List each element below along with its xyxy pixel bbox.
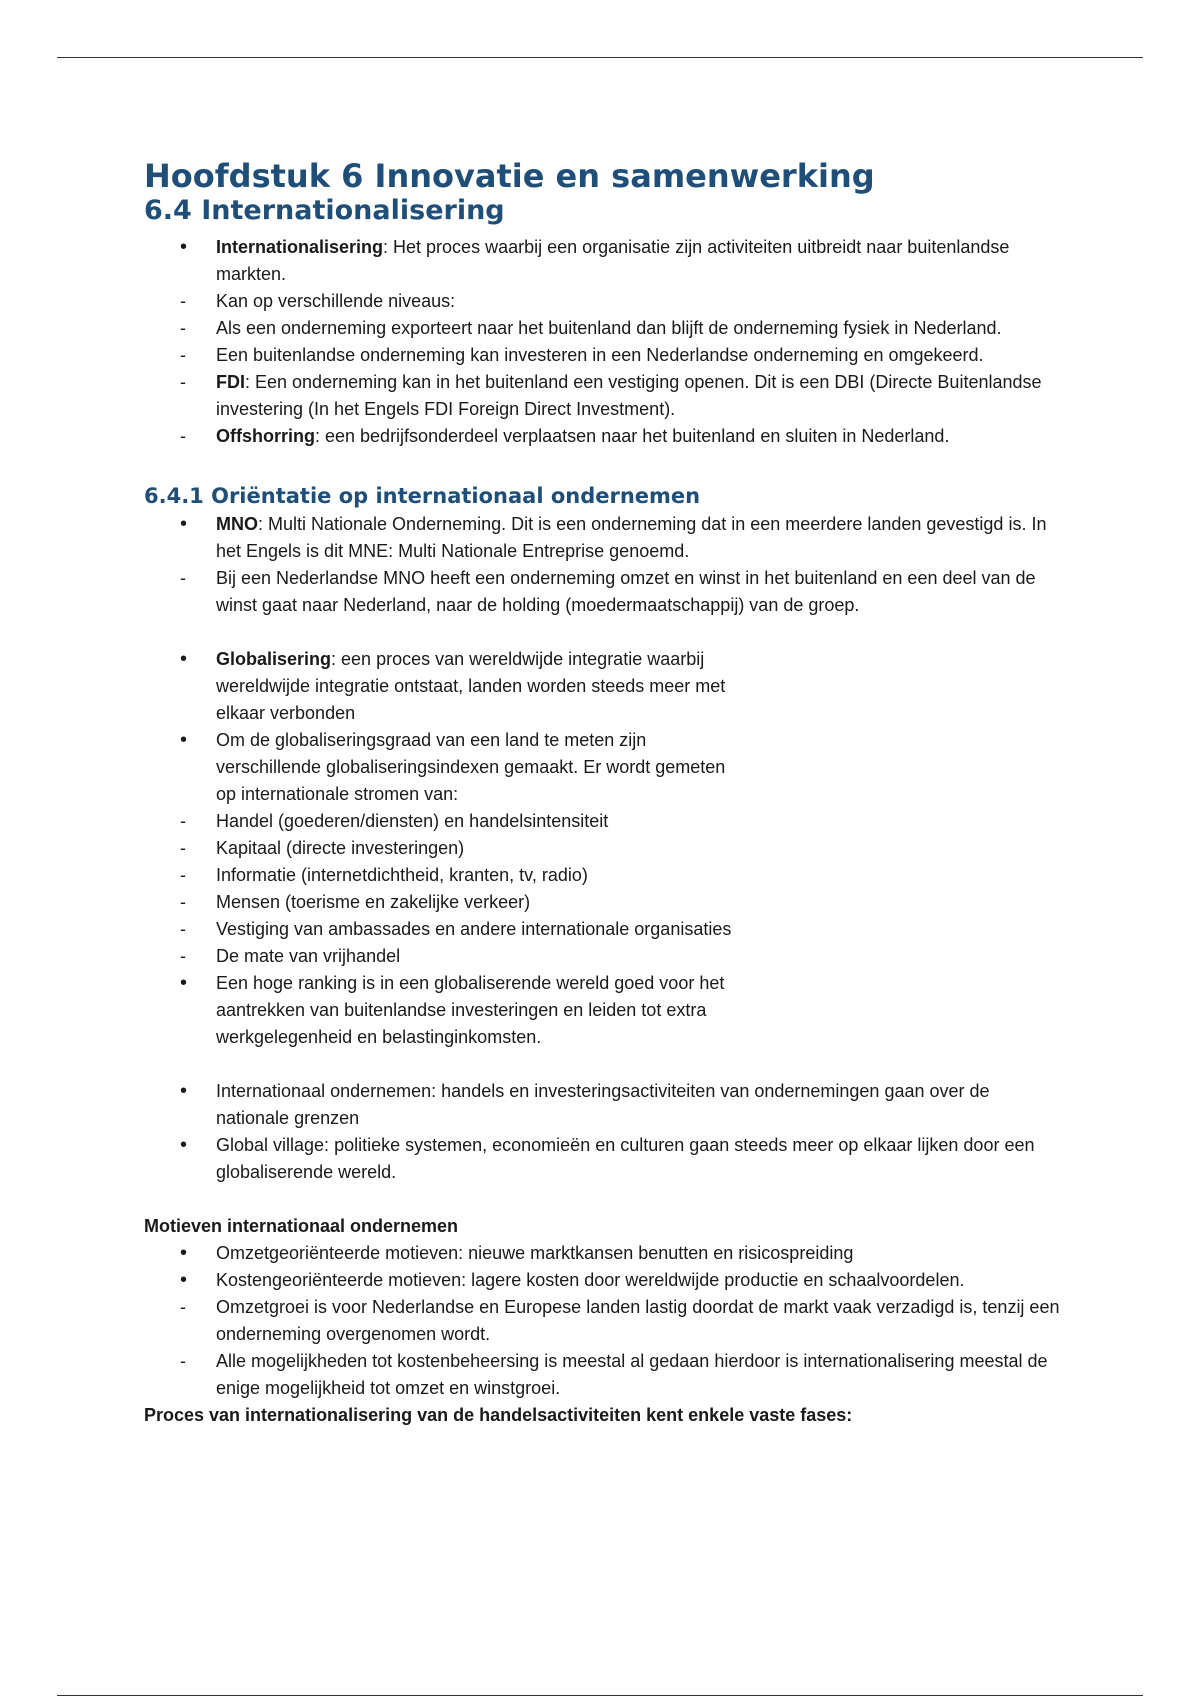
term-label: Globalisering	[216, 649, 332, 669]
section-list	[144, 234, 1064, 450]
item-text: : Multi Nationale Onderneming. Dit is een onderneming dat in een meerdere landen gevestigd is. In het Engels is dit MNE: Multi Nationale Entreprise genoemd.	[216, 514, 1047, 561]
bullet-marker	[180, 1267, 200, 1294]
dash-marker	[180, 565, 200, 592]
bullet-marker	[180, 646, 200, 673]
bullet-item	[144, 234, 1064, 288]
bullet-marker	[180, 1078, 200, 1105]
item-text: Kapitaal (directe investeringen)	[216, 838, 465, 858]
dash-marker	[180, 1294, 200, 1321]
dash-marker	[180, 862, 200, 889]
item-text: Kan op verschillende niveaus:	[216, 291, 456, 311]
dash-item	[144, 943, 744, 970]
term-label: MNO	[216, 514, 258, 534]
bullet-marker	[180, 727, 200, 754]
bullet-item	[144, 1267, 1064, 1294]
item-text: Als een onderneming exporteert naar het buitenland dan blijft de onderneming fysiek in Nederland.	[216, 318, 1002, 338]
dash-marker	[180, 423, 200, 450]
item-text: Om de globaliseringsgraad van een land te meten zijn verschillende globaliseringsindexen gemaakt. Er wordt gemeten op internationale stromen van:	[216, 730, 726, 804]
item-text: : een bedrijfsonderdeel verplaatsen naar het buitenland en sluiten in Nederland.	[315, 426, 950, 446]
dash-marker	[180, 1348, 200, 1375]
item-text: Handel (goederen/diensten) en handelsintensiteit	[216, 811, 609, 831]
bullet-item	[144, 646, 744, 727]
term-label: FDI	[216, 372, 245, 392]
dash-item	[144, 288, 1064, 315]
motives-list	[144, 1240, 1064, 1402]
bullet-marker	[180, 970, 200, 997]
motives-heading: Motieven internationaal ondernemen	[144, 1216, 459, 1236]
bullet-marker	[180, 511, 200, 538]
dash-marker	[180, 889, 200, 916]
subsection-heading: 6.4.1 Oriëntatie op internationaal ondernemen	[144, 484, 701, 508]
item-text: : Het proces waarbij een organisatie zijn activiteiten uitbreidt naar buitenlandse markten.	[216, 237, 1010, 284]
bullet-item	[144, 970, 744, 1051]
dash-marker	[180, 943, 200, 970]
item-text: Alle mogelijkheden tot kostenbeheersing is meestal al gedaan hierdoor is internationalisering meestal de enige mogelijkheid tot omzet en winstgroei.	[216, 1351, 1048, 1398]
dash-marker	[180, 369, 200, 396]
item-text: De mate van vrijhandel	[216, 946, 401, 966]
document-page	[144, 158, 1064, 1429]
international-list	[144, 1078, 1064, 1186]
bullet-item	[144, 727, 744, 808]
dash-marker	[180, 835, 200, 862]
chapter-title: Hoofdstuk 6 Innovatie en samenwerking	[144, 157, 875, 195]
dash-item	[144, 423, 1064, 450]
mno-list	[144, 511, 1064, 619]
dash-item	[144, 916, 744, 943]
bullet-item	[144, 1240, 1064, 1267]
item-text: Een hoge ranking is in een globaliserende wereld goed voor het aantrekken van buitenlandse investeringen en leiden tot extra werkgelegenheid en belastinginkomsten.	[216, 973, 725, 1047]
dash-marker	[180, 916, 200, 943]
dash-item	[144, 565, 1064, 619]
dash-item	[144, 808, 744, 835]
dash-marker	[180, 808, 200, 835]
bullet-marker	[180, 1240, 200, 1267]
header-rule	[57, 57, 1143, 58]
item-text: Internationaal ondernemen: handels en investeringsactiviteiten van ondernemingen gaan over de nationale grenzen	[216, 1081, 990, 1128]
dash-item	[144, 369, 1064, 423]
term-label: Offshorring	[216, 426, 315, 446]
closing-paragraph: Proces van internationalisering van de handelsactiviteiten kent enkele vaste fases:	[144, 1405, 853, 1425]
dash-item	[144, 835, 744, 862]
bullet-item	[144, 511, 1064, 565]
section-heading: 6.4 Internationalisering	[144, 195, 505, 226]
dash-item	[144, 315, 1064, 342]
dash-item	[144, 862, 744, 889]
bullet-item	[144, 1132, 1064, 1186]
term-label: Internationalisering	[216, 237, 384, 257]
dash-marker	[180, 342, 200, 369]
bullet-marker	[180, 234, 200, 261]
item-text: Informatie (internetdichtheid, kranten, tv, radio)	[216, 865, 588, 885]
bullet-item	[144, 1078, 1064, 1132]
globalisering-list	[144, 646, 744, 1051]
dash-marker	[180, 288, 200, 315]
dash-item	[144, 1348, 1064, 1402]
dash-item	[144, 889, 744, 916]
item-text: Omzetgroei is voor Nederlandse en Europese landen lastig doordat de markt vaak verzadigd is, tenzij een onderneming overgenomen wordt.	[216, 1297, 1060, 1344]
item-text: Een buitenlandse onderneming kan investeren in een Nederlandse onderneming en omgekeerd.	[216, 345, 984, 365]
dash-item	[144, 1294, 1064, 1348]
item-text: : een proces van wereldwijde integratie waarbij wereldwijde integratie ontstaat, landen worden steeds meer met elkaar verbonden	[216, 649, 726, 723]
item-text: Kostengeoriënteerde motieven: lagere kosten door wereldwijde productie en schaalvoordelen.	[216, 1270, 965, 1290]
item-text: Omzetgeoriënteerde motieven: nieuwe marktkansen benutten en risicospreiding	[216, 1243, 854, 1263]
dash-marker	[180, 315, 200, 342]
dash-item	[144, 342, 1064, 369]
footer-rule	[57, 1695, 1143, 1696]
item-text: Bij een Nederlandse MNO heeft een onderneming omzet en winst in het buitenland en een deel van de winst gaat naar Nederland, naar de holding (moedermaatschappij) van de groep.	[216, 568, 1036, 615]
item-text: : Een onderneming kan in het buitenland een vestiging openen. Dit is een DBI (Directe Buitenlandse investering (In het Engels FDI Foreign Direct Investment).	[216, 372, 1042, 419]
item-text: Vestiging van ambassades en andere internationale organisaties	[216, 919, 732, 939]
item-text: Mensen (toerisme en zakelijke verkeer)	[216, 892, 531, 912]
item-text: Global village: politieke systemen, economieën en culturen gaan steeds meer op elkaar lijken door een globaliserende wereld.	[216, 1135, 1035, 1182]
bullet-marker	[180, 1132, 200, 1159]
